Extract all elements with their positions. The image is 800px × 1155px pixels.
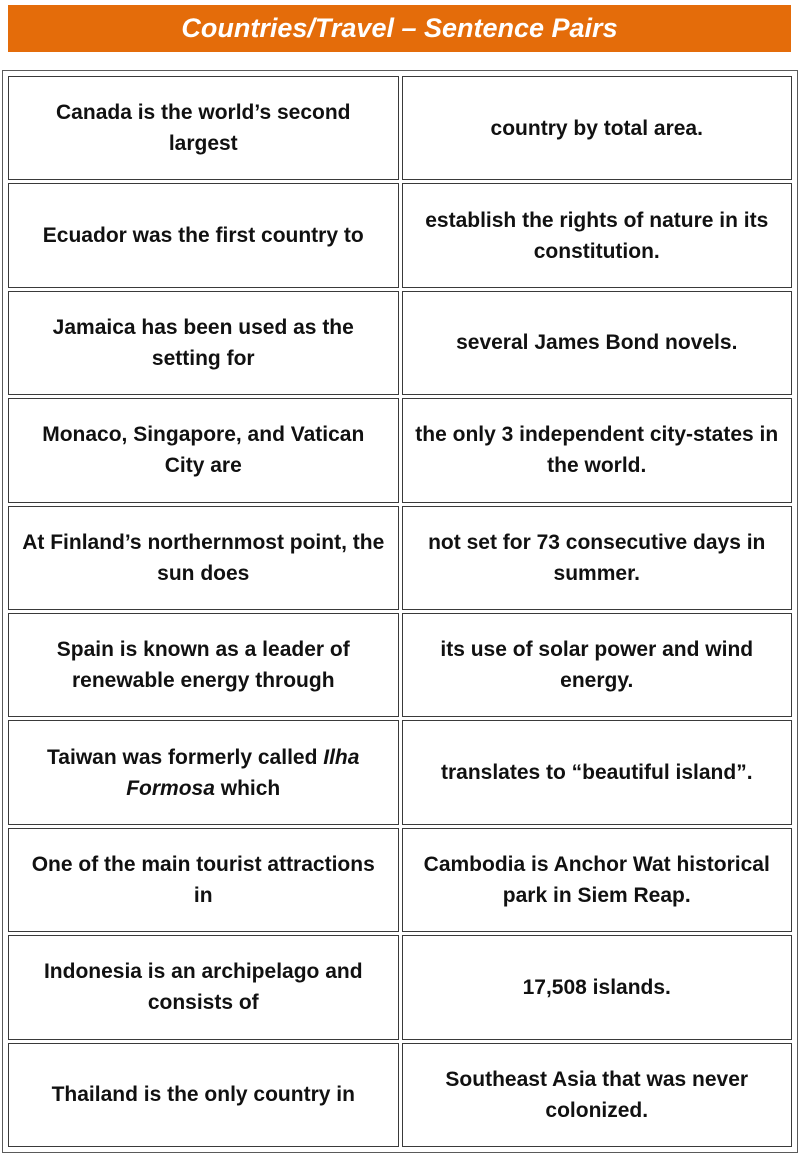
- table-row: [8, 76, 792, 180]
- sentence-end-cell: translates to “beautiful island”.: [402, 720, 793, 824]
- sentence-end-cell: Cambodia is Anchor Wat historical park in Siem Reap.: [402, 828, 793, 932]
- table-row: [8, 183, 792, 287]
- page-title: Countries/Travel – Sentence Pairs: [8, 5, 791, 52]
- sentence-start-cell: Canada is the world’s second largest: [8, 76, 399, 180]
- sentence-start-cell: Jamaica has been used as the setting for: [8, 291, 399, 395]
- sentence-end-cell: not set for 73 consecutive days in summer.: [402, 506, 793, 610]
- sentence-start-text: Taiwan was formerly called: [47, 745, 324, 769]
- sentence-end-cell: several James Bond novels.: [402, 291, 793, 395]
- table-row: [8, 1043, 792, 1147]
- sentence-end-cell: establish the rights of nature in its constitution.: [402, 183, 793, 287]
- table-row: [8, 291, 792, 395]
- sentence-end-cell: 17,508 islands.: [402, 935, 793, 1039]
- table-row: [8, 828, 792, 932]
- table-row: [8, 506, 792, 610]
- sentence-start-cell: [8, 720, 399, 824]
- table-row: [8, 720, 792, 824]
- sentence-start-cell: Spain is known as a leader of renewable energy through: [8, 613, 399, 717]
- italic-place-name: Ilha Formosa: [126, 745, 360, 800]
- table-row: [8, 613, 792, 717]
- sentence-start-cell: Thailand is the only country in: [8, 1043, 399, 1147]
- sentence-end-cell: Southeast Asia that was never colonized.: [402, 1043, 793, 1147]
- sentence-end-cell: its use of solar power and wind energy.: [402, 613, 793, 717]
- sentence-start-cell: Ecuador was the first country to: [8, 183, 399, 287]
- table-row: [8, 935, 792, 1039]
- sentence-end-cell: country by total area.: [402, 76, 793, 180]
- sentence-start-cell: At Finland’s northernmost point, the sun does: [8, 506, 399, 610]
- table-row: [8, 398, 792, 502]
- sentence-start-cell: Monaco, Singapore, and Vatican City are: [8, 398, 399, 502]
- sentence-start-text: which: [214, 776, 281, 800]
- sentence-end-cell: the only 3 independent city-states in the world.: [402, 398, 793, 502]
- sentence-pairs-table: [5, 73, 795, 1150]
- sentence-start-cell: One of the main tourist attractions in: [8, 828, 399, 932]
- sentence-start-cell: Indonesia is an archipelago and consists of: [8, 935, 399, 1039]
